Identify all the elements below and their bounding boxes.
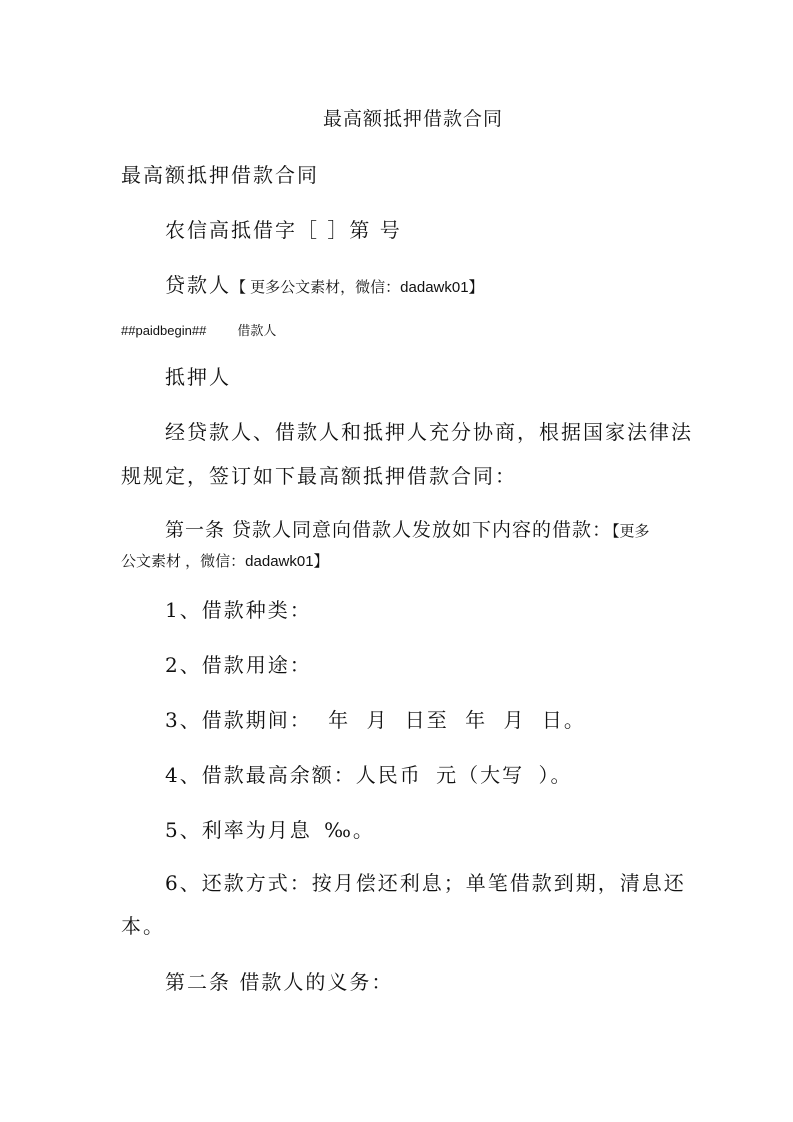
lender-label: 贷款人	[165, 273, 231, 297]
paid-marker: ##paidbegin##	[121, 323, 207, 338]
item-4: 4、借款最高余额：人民币 元（大写 ）。	[165, 763, 573, 787]
document-subtitle: 最高额抵押借款合同	[121, 163, 319, 187]
item-6-line-2: 本。	[121, 914, 165, 938]
lender-line	[165, 269, 484, 298]
article-1-ad-a: 【更多	[612, 523, 650, 540]
item-3: 3、借款期间： 年 月 日至 年 月 日。	[165, 708, 586, 732]
lender-ad: 【 更多公文素材，微信：dadawk01】	[231, 279, 484, 296]
paid-line	[121, 320, 276, 339]
article-1-line-1	[165, 515, 650, 542]
borrower-label: 借款人	[237, 323, 277, 338]
intro-line-1: 经贷款人、借款人和抵押人充分协商，根据国家法律法	[165, 420, 693, 444]
document-title: 最高额抵押借款合同	[323, 108, 504, 130]
article-1-ad-b: 公文素材 ，微信：dadawk01】	[121, 553, 329, 570]
item-5: 5、利率为月息 ‰。	[165, 818, 375, 842]
item-6-line-1: 6、还款方式：按月偿还利息；单笔借款到期，清息还	[165, 871, 686, 895]
article-2: 第二条 借款人的义务：	[165, 970, 394, 994]
intro-line-2: 规规定，签订如下最高额抵押借款合同：	[121, 464, 517, 488]
article-1-text: 第一条 贷款人同意向借款人发放如下内容的借款：	[165, 519, 613, 541]
contract-number: 农信高抵借字［ ］第 号	[165, 218, 402, 242]
mortgagor-label: 抵押人	[165, 365, 231, 389]
item-2: 2、借款用途：	[165, 653, 312, 677]
item-1: 1、借款种类：	[165, 598, 312, 622]
